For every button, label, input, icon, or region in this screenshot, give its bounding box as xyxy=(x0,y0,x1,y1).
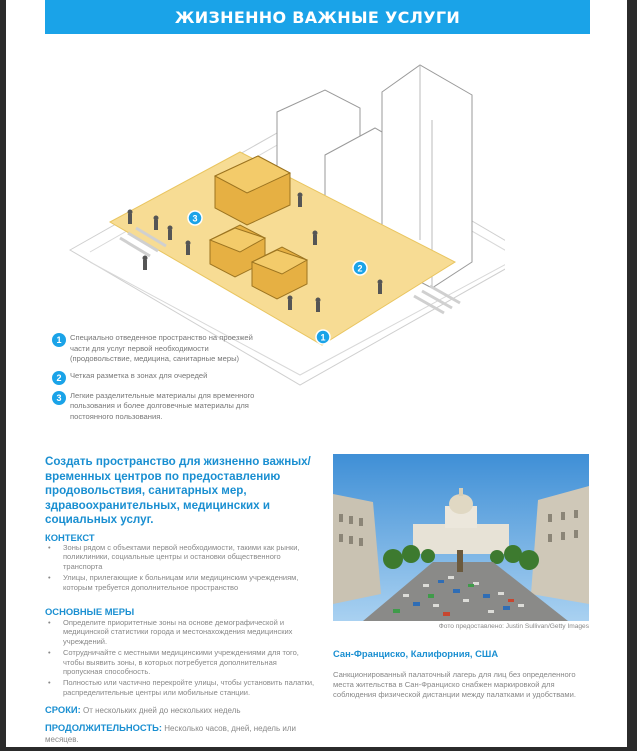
measures-title: ОСНОВНЫЕ МЕРЫ xyxy=(45,606,135,617)
legend-number-badge: 1 xyxy=(52,333,66,347)
legend-text: Четкая разметка в зонах для очередей xyxy=(70,370,208,380)
banner-title: ЖИЗНЕННО ВАЖНЫЕ УСЛУГИ xyxy=(174,7,461,27)
list-item: • Улицы, прилегающие к больницам или медицинским учреждениям, которым требуется дополнительное пространство xyxy=(45,573,315,592)
legend-item xyxy=(52,371,272,385)
context-list xyxy=(45,543,315,594)
legend-item xyxy=(52,333,272,365)
list-item: • Полностью или частично перекройте улицы, чтобы установить палатки, распределительные центры или мобильные станции. xyxy=(45,678,315,697)
list-item: • Определите приоритетные зоны на основе демографической и медицинской статистики города и местонахождения медицинских учреждений. xyxy=(45,618,315,646)
legend-item xyxy=(52,391,272,423)
duration-value: Несколько часов, дней, недель или месяцев. xyxy=(45,724,296,744)
marker-3 xyxy=(188,211,202,225)
legend-number-badge: 2 xyxy=(52,371,66,385)
duration-line xyxy=(45,722,315,745)
timing-label: СРОКИ: xyxy=(45,704,81,715)
illustration-legend xyxy=(52,333,272,428)
context-title: КОНТЕКСТ xyxy=(45,532,95,543)
legend-number-badge: 3 xyxy=(52,391,66,405)
svg-text:1: 1 xyxy=(320,332,326,343)
photo-credit: Фото предоставлено: Justin Sullivan/Getty Images xyxy=(438,623,589,630)
measures-list xyxy=(45,618,315,699)
svg-text:2: 2 xyxy=(357,263,363,274)
photo-location-title: Сан-Франциско, Калифорния, США xyxy=(333,648,499,659)
section-banner xyxy=(45,0,590,34)
page-edge-right xyxy=(627,0,637,751)
section-headline: Создать пространство для жизненно важных/временных центров по предоставлению продовольствия, санитарных мер, здравоохранительных, медицинских и социальных услуг. xyxy=(45,455,311,527)
photo-description: Санкционированный палаточный лагерь для лиц без определенного места жительства в Сан-Франциско снабжен маркировкой для соблюдения физической дистанции между палатками и удобствами. xyxy=(333,670,576,699)
timing-value: От нескольких дней до нескольких недель xyxy=(80,706,241,715)
photo-city-hall-plaza xyxy=(333,454,589,621)
svg-text:3: 3 xyxy=(192,213,198,224)
duration-label: ПРОДОЛЖИТЕЛЬНОСТЬ: xyxy=(45,722,163,733)
page-edge-bottom xyxy=(0,747,637,751)
list-item: • Зоны рядом с объектами первой необходимости, такими как рынки, поликлиники, социальные центры и остановки общественного транспорта xyxy=(45,543,315,571)
timing-line xyxy=(45,704,315,716)
marker-1 xyxy=(316,330,330,344)
list-item: • Сотрудничайте с местными медицинскими учреждениями для того, чтобы выявить зоны, в которых потребуется дополнительная пропускная способность. xyxy=(45,648,315,676)
legend-text: Легкие разделительные материалы для временного пользования и более долговечные материалы для постоянного пользования. xyxy=(70,390,255,421)
marker-2 xyxy=(353,261,367,275)
legend-text: Специально отведенное пространство на проезжей части для услуг первой необходимости (продовольствие, медицина, санитарные меры) xyxy=(70,333,253,363)
page-edge-left xyxy=(0,0,6,751)
